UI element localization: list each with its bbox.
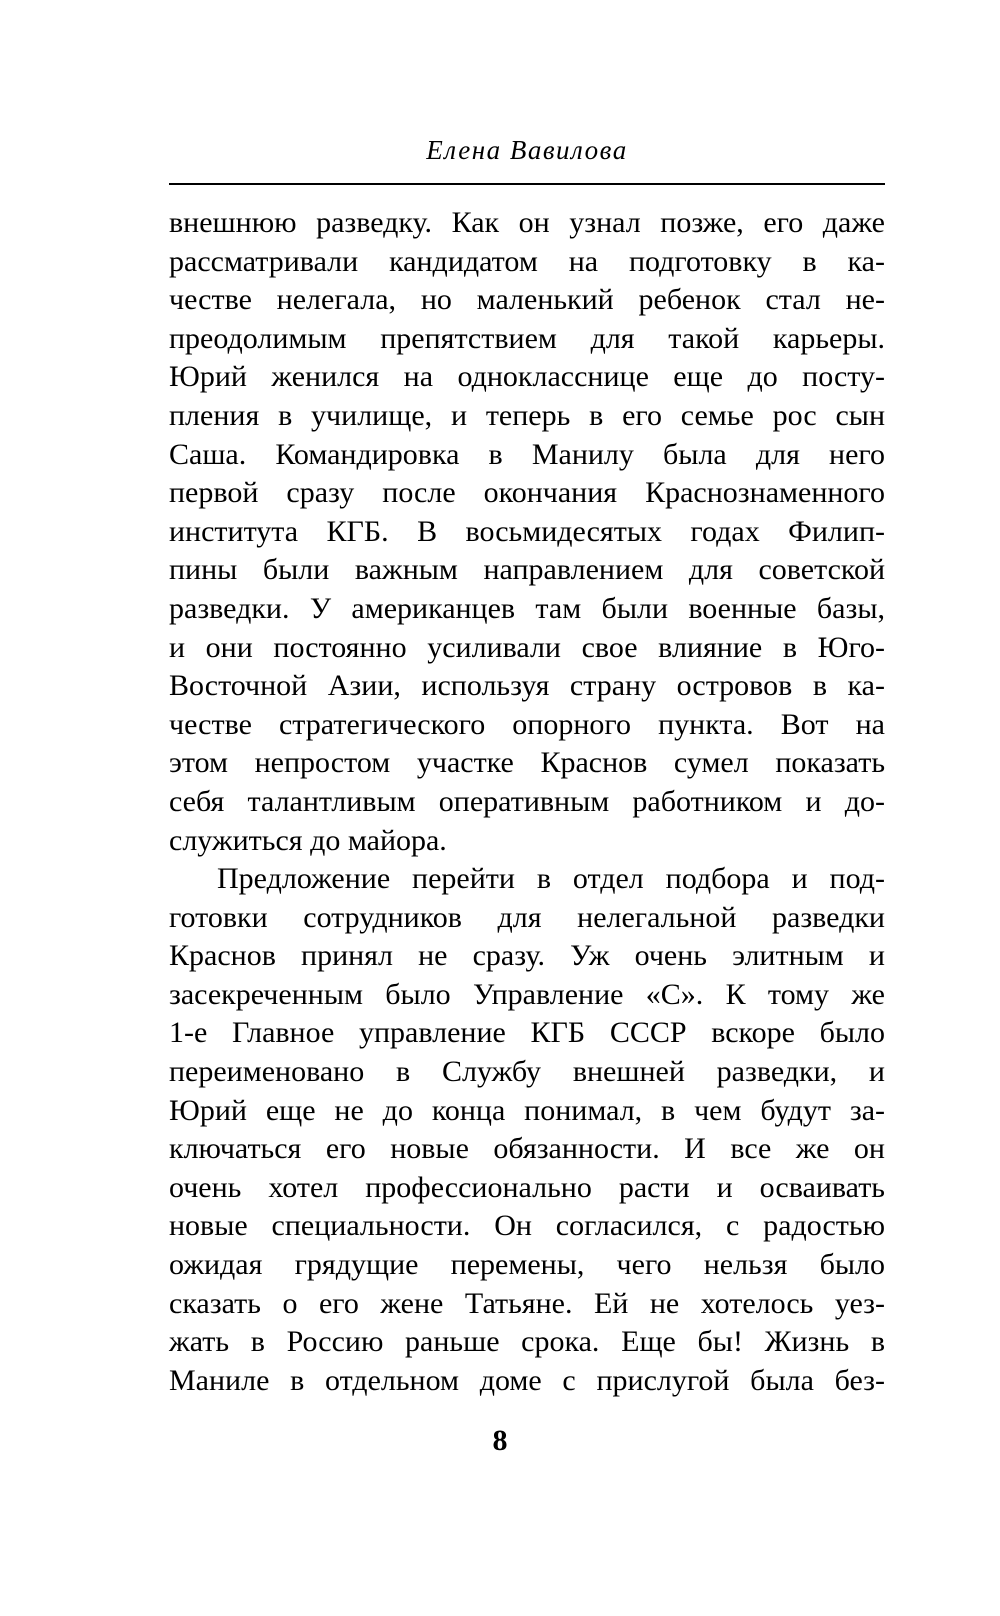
text-line: Краснов принял не сразу. Уж очень элитным и bbox=[169, 939, 885, 973]
text-line: разведки. У американцев там были военные базы, bbox=[169, 591, 885, 625]
body-text bbox=[169, 204, 885, 1400]
page-number: 8 bbox=[492, 1424, 508, 1457]
paragraph bbox=[169, 860, 885, 1400]
text-line: честве стратегического опорного пункта. Вот на bbox=[169, 707, 885, 741]
page-header bbox=[169, 133, 885, 185]
text-line: первой сразу после окончания Краснознаменного bbox=[169, 476, 885, 510]
text-line: преодолимым препятствием для такой карьеры. bbox=[169, 321, 885, 355]
text-line: жать в Россию раньше срока. Еще бы! Жизнь в bbox=[169, 1325, 885, 1359]
text-line: служиться до майора. bbox=[169, 823, 447, 857]
text-line: новые специальности. Он согласился, с радостью bbox=[169, 1209, 885, 1243]
text-line: честве нелегала, но маленький ребенок стал не- bbox=[169, 283, 885, 317]
text-line: очень хотел профессионально расти и осваивать bbox=[169, 1170, 885, 1204]
text-line: готовки сотрудников для нелегальной разведки bbox=[169, 900, 885, 934]
text-line: института КГБ. В восьмидесятых годах Филип- bbox=[169, 514, 885, 548]
text-line: ожидая грядущие перемены, чего нельзя было bbox=[169, 1248, 885, 1282]
running-head-author: Елена Вавилова bbox=[426, 135, 628, 165]
text-line: Юрий еще не до конца понимал, в чем будут за- bbox=[169, 1093, 885, 1127]
text-line: и они постоянно усиливали свое влияние в Юго- bbox=[169, 630, 885, 664]
text-line: себя талантливым оперативным работником и до- bbox=[169, 784, 885, 818]
text-line: переименовано в Службу внешней разведки, и bbox=[169, 1055, 885, 1089]
text-line: этом непростом участке Краснов сумел показать bbox=[169, 746, 885, 780]
text-line: Маниле в отдельном доме с прислугой была без- bbox=[169, 1363, 885, 1397]
text-line: Юрий женился на однокласснице еще до посту- bbox=[169, 360, 885, 394]
text-line: Предложение перейти в отдел подбора и под- bbox=[217, 862, 885, 896]
text-line: пления в училище, и теперь в его семье рос сын bbox=[169, 398, 885, 432]
text-line: рассматривали кандидатом на подготовку в ка- bbox=[169, 244, 885, 278]
text-line: сказать о его жене Татьяне. Ей не хотелось уез- bbox=[169, 1286, 885, 1320]
text-line: Саша. Командировка в Манилу была для него bbox=[169, 437, 885, 471]
text-line: засекреченным было Управление «С». К тому же bbox=[169, 977, 885, 1011]
text-line: Восточной Азии, используя страну островов в ка- bbox=[169, 669, 885, 703]
text-line: 1-е Главное управление КГБ СССР вскоре было bbox=[169, 1016, 885, 1050]
paragraph bbox=[169, 204, 885, 860]
text-line: ключаться его новые обязанности. И все же он bbox=[169, 1132, 885, 1166]
text-line: пины были важным направлением для советской bbox=[169, 553, 885, 587]
text-line: внешнюю разведку. Как он узнал позже, его даже bbox=[169, 206, 885, 239]
